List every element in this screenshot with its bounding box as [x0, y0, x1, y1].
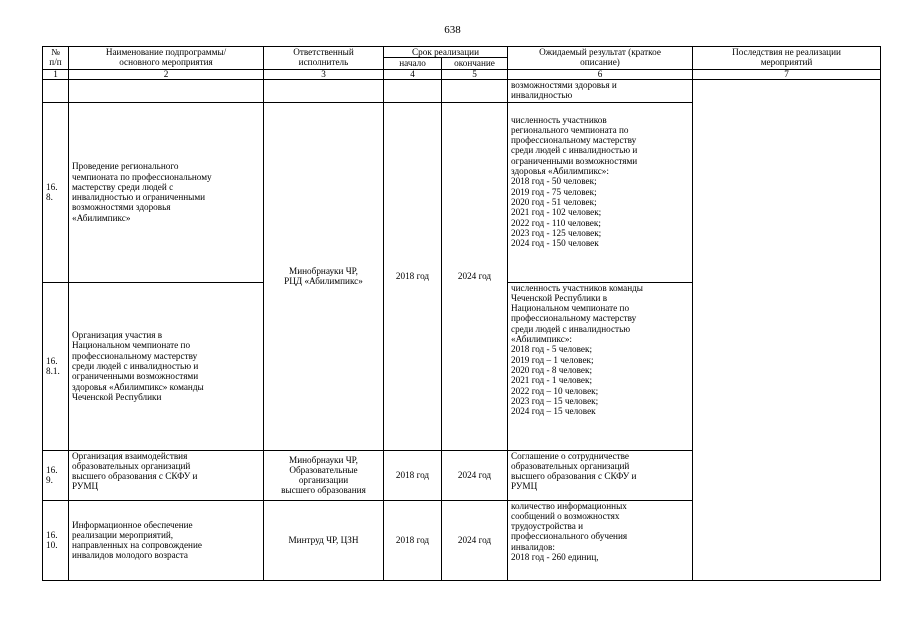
cell-line: Чеченской Республики в — [511, 292, 608, 303]
cell-line: 16. — [46, 355, 58, 366]
cell-line: направленных на сопровождение — [72, 540, 202, 551]
row-start: 2018 год — [384, 102, 442, 450]
cell-line: среди людей с инвалидностью и — [511, 145, 638, 156]
cell-line: п/п — [49, 57, 62, 68]
header-name — [69, 47, 264, 70]
cell-line: Ответственный — [293, 47, 354, 57]
row-responsible — [264, 450, 384, 500]
cell-line: исполнитель — [298, 57, 349, 68]
row-responsible — [264, 102, 384, 450]
cell-line: 2022 год – 10 человек; — [511, 385, 599, 396]
row-result — [508, 500, 693, 580]
row-no — [43, 450, 69, 500]
cell-line: основного мероприятия — [119, 57, 213, 68]
row-start: 2018 год — [384, 450, 442, 500]
row-result — [508, 79, 693, 102]
header-responsible — [264, 47, 384, 70]
cell-line: Ожидаемый результат (краткое — [539, 47, 661, 57]
column-number: 6 — [508, 69, 693, 79]
row-no — [43, 79, 69, 102]
row-result — [508, 450, 693, 500]
cell-line: 2020 год - 8 человек; — [511, 364, 593, 375]
cell-line: 16. — [46, 529, 58, 540]
row-end: 2024 год — [442, 102, 508, 450]
row-result — [508, 102, 693, 282]
cell-line: инвалидов молодого возраста — [72, 550, 188, 561]
cell-line: здоровья «Абилимпикс» команды — [72, 381, 204, 392]
program-table — [42, 46, 881, 581]
cell-line: 2021 год - 1 человек; — [511, 375, 593, 386]
table-row — [43, 79, 881, 102]
cell-line: Национальном чемпионате по — [72, 340, 191, 351]
row-start: 2018 год — [384, 500, 442, 580]
cell-line: сообщений о возможностях — [511, 510, 620, 521]
cell-line: 8. — [46, 192, 53, 203]
cell-line: Проведение регионального — [72, 161, 179, 172]
cell-line: Минобрнауки ЧР, — [289, 265, 358, 276]
cell-line: профессиональному мастерству — [72, 350, 198, 361]
cell-line: ограниченными возможностями — [511, 155, 638, 166]
row-name — [69, 282, 264, 450]
cell-line: высшего образования с СКФУ и — [72, 471, 198, 482]
cell-line: профессионального обучения — [511, 531, 628, 542]
cell-line: «Абилимпикс»: — [511, 334, 572, 345]
header-consequences — [693, 47, 881, 70]
column-number-row — [43, 69, 881, 79]
cell-line: трудоустройства и — [511, 521, 584, 532]
header-term: Срок реализации — [384, 47, 508, 58]
cell-line: профессиональному мастерству — [511, 313, 637, 324]
cell-line: чемпионата по профессиональному — [72, 171, 212, 182]
row-no — [43, 500, 69, 580]
cell-line: инвалидностью и ограниченными — [72, 192, 206, 203]
cell-line: Образовательные — [289, 464, 358, 475]
row-name — [69, 500, 264, 580]
cell-line: реализации мероприятий, — [72, 529, 174, 540]
cell-line: Последствия не реализации — [732, 47, 841, 57]
cell-line: 2023 год - 125 человек; — [511, 227, 602, 238]
cell-line: 2023 год – 15 человек; — [511, 395, 599, 406]
cell-line: ограниченными возможностями — [72, 371, 199, 382]
column-number: 1 — [43, 69, 69, 79]
cell-line: 2024 год – 15 человек — [511, 406, 596, 417]
cell-line: Минобрнауки ЧР, — [289, 454, 358, 465]
header-start: начало — [384, 58, 442, 69]
cell-line: 2020 год - 51 человек; — [511, 196, 597, 207]
header-result — [508, 47, 693, 70]
cell-line: Наименование подпрограммы/ — [105, 47, 227, 57]
row-responsible — [264, 79, 384, 102]
cell-line: высшего образования — [281, 485, 366, 496]
cell-line: РЦД «Абилимпикс» — [284, 276, 363, 287]
cell-line: инвалидностью — [511, 89, 573, 100]
cell-line: Чеченской Республики — [72, 391, 162, 402]
cell-line: 2019 год – 1 человек; — [511, 354, 594, 365]
row-no — [43, 282, 69, 450]
cell-line: 16. — [46, 464, 58, 475]
row-name — [69, 79, 264, 102]
header-end: окончание — [442, 58, 508, 69]
cell-line: РУМЦ — [511, 481, 538, 492]
cell-line: высшего образования с СКФУ и — [511, 471, 637, 482]
cell-line: 2022 год - 110 человек; — [511, 217, 601, 228]
cell-line: образовательных организаций — [511, 460, 630, 471]
cell-line: численность участников — [511, 114, 607, 125]
cell-line: «Абилимпикс» — [72, 212, 131, 223]
row-end — [442, 79, 508, 102]
column-number: 2 — [69, 69, 264, 79]
cell-line: здоровья «Абилимпикс»: — [511, 166, 609, 177]
cell-line: возможностями здоровья и — [511, 79, 617, 90]
consequences-cell — [693, 79, 881, 580]
cell-line: 9. — [46, 475, 53, 486]
page-number: 638 — [444, 24, 461, 36]
cell-line: Соглашение о сотрудничестве — [511, 450, 630, 461]
cell-line: количество информационных — [511, 500, 627, 511]
row-responsible: Минтруд ЧР, ЦЗН — [264, 500, 384, 580]
cell-line: № — [51, 47, 60, 57]
row-end: 2024 год — [442, 450, 508, 500]
cell-line: возможностями здоровья — [72, 202, 171, 213]
cell-line: среди людей с инвалидностью — [511, 323, 631, 334]
cell-line: 8.1. — [46, 366, 60, 377]
row-no — [43, 102, 69, 282]
cell-line: 10. — [46, 540, 58, 551]
cell-line: мастерству среди людей с — [72, 181, 174, 192]
cell-line: 2018 год - 5 человек; — [511, 344, 593, 355]
cell-line: мероприятий — [760, 57, 813, 68]
cell-line: 2018 год - 260 единиц, — [511, 552, 599, 563]
cell-line: 2019 год - 75 человек; — [511, 186, 597, 197]
row-name — [69, 102, 264, 282]
cell-line: РУМЦ — [72, 481, 99, 492]
row-result — [508, 282, 693, 450]
column-number: 5 — [442, 69, 508, 79]
cell-line: численность участников команды — [511, 282, 643, 293]
cell-line: организации — [298, 475, 349, 486]
cell-line: Национальном чемпионате по — [511, 303, 630, 314]
cell-line: среди людей с инвалидностью и — [72, 360, 199, 371]
column-number: 7 — [693, 69, 881, 79]
cell-line: Организация участия в — [72, 330, 163, 341]
cell-line: профессиональному мастерству — [511, 135, 637, 146]
cell-line: описание) — [580, 57, 620, 68]
cell-line: 16. — [46, 181, 58, 192]
row-end: 2024 год — [442, 500, 508, 580]
column-number: 4 — [384, 69, 442, 79]
header-no — [43, 47, 69, 70]
cell-line: 2018 год - 50 человек; — [511, 176, 597, 187]
cell-line: регионального чемпионата по — [511, 124, 629, 135]
row-name — [69, 450, 264, 500]
cell-line: 2024 год - 150 человек — [511, 238, 599, 249]
cell-line: Информационное обеспечение — [72, 519, 193, 530]
cell-line: образовательных организаций — [72, 460, 191, 471]
header-row — [43, 47, 881, 58]
cell-line: Организация взаимодействия — [72, 450, 188, 461]
cell-line: 2021 год - 102 человек; — [511, 207, 602, 218]
column-number: 3 — [264, 69, 384, 79]
cell-line: инвалидов: — [511, 541, 555, 552]
row-start — [384, 79, 442, 102]
